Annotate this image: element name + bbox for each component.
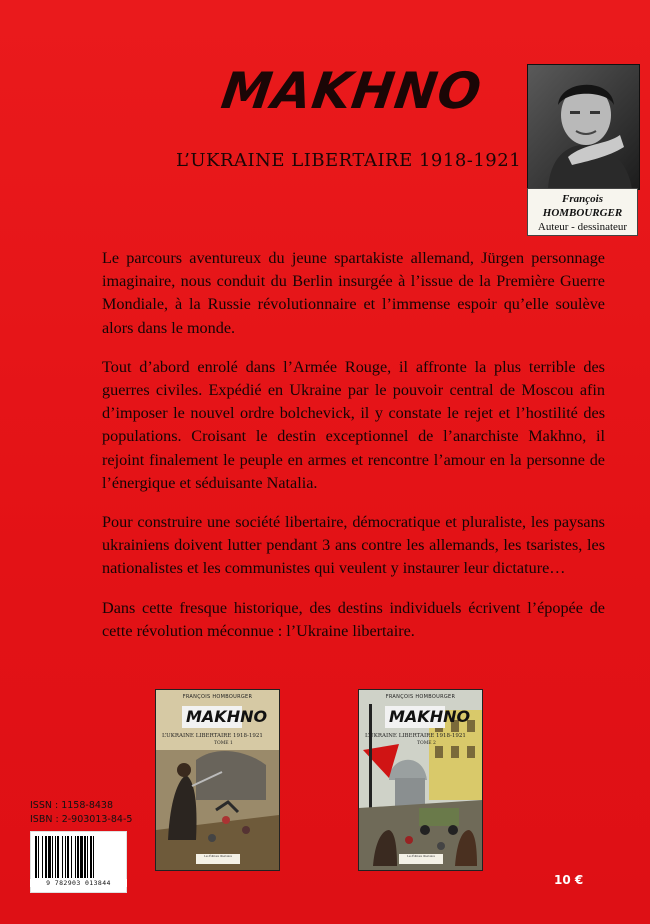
cover-thumbnail-tome-1 [155,689,280,871]
cover-tome: TOME 2 [417,741,436,746]
author-portrait-image [528,65,639,189]
price: 10 € [554,873,584,887]
cover-title-box [385,706,471,728]
cover-tome: TOME 1 [214,741,233,746]
barcode-bars-icon [31,832,126,880]
issn-isbn-block [30,799,132,827]
author-caption [527,188,638,236]
cover-author: FRANÇOIS HOMBOURGER [385,694,456,700]
book-title: MAKHNO [217,62,486,120]
author-photo [527,64,640,190]
cover-thumbnail-tome-2 [358,689,483,871]
cover-author: FRANÇOIS HOMBOURGER [182,694,253,700]
blurb-paragraph: Pour construire une société libertaire, démocratique et pluraliste, les paysans ukrainiens doivent lutter pendant 3 ans contre les allemands, les tsaristes, les nationalistes et les communistes qui veulent y instaurer leur dictature… [102,513,605,578]
blurb-paragraph: Tout d’abord enrolé dans l’Armée Rouge, il affronte la plus terrible des guerres civiles. Expédié en Ukraine par le pouvoir central de Moscou afin d’imposer le nouvel ordre bolchevick, il y constate le rejet et l’hostilité des populations. Croisant le destin exceptionnel de l’anarchiste Makhno, il rejoint finalement le peuple en armes et rencontre l’amour en la personne de l’énergique et séduisante Natalia. [102,357,605,492]
author-last-name: HOMBOURGER [542,207,623,219]
cover-subtitle: L’UKRAINE LIBERTAIRE 1918-1921 [162,733,263,739]
blurb [102,247,605,659]
cover-publisher: Les Éditions libertaires [196,854,240,864]
cover-subtitle: L’UKRAINE LIBERTAIRE 1918-1921 [365,733,466,739]
author-role: Auteur - dessinateur [537,221,628,233]
blurb-paragraph: Dans cette fresque historique, des destins individuels écrivent l’épopée de cette révolution méconnue : l’Ukraine libertaire. [102,598,605,640]
cover-title-box [182,706,268,728]
isbn-number: ISBN : 2-903013-84-5 [30,814,133,825]
cover-title: MAKHNO [389,707,471,726]
book-subtitle: L’UKRAINE LIBERTAIRE 1918-1921 [176,150,522,171]
blurb-paragraph: Le parcours aventureux du jeune spartakiste allemand, Jürgen personnage imaginaire, nous conduit du Berlin insurgée à l’issue de la Première Guerre Mondiale, à la Russie révolutionnaire et l’immense espoir qu’elle soulève alors dans le monde. [102,249,605,337]
cover-publisher: Les Éditions libertaires [399,854,443,864]
issn-number: ISSN : 1158-8438 [30,800,113,811]
cover-title: MAKHNO [186,707,268,726]
author-first-name: François [562,193,603,205]
barcode-number: 9 782903 013844 [30,879,127,887]
